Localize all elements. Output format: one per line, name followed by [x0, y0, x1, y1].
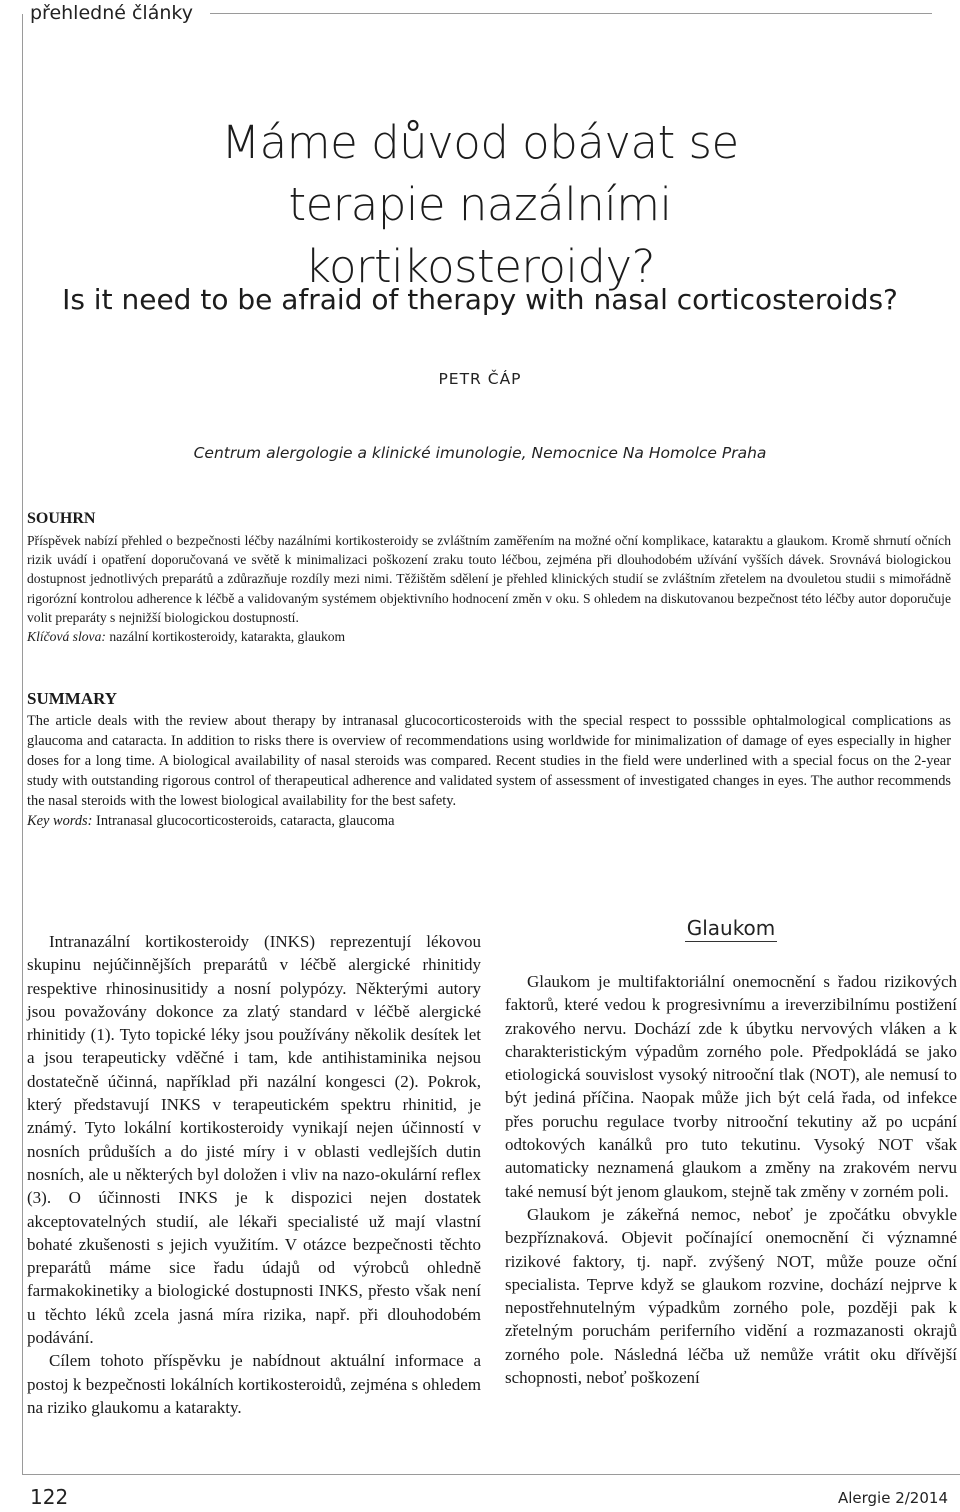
- keywords-czech: [27, 627, 951, 646]
- abstract-czech-heading: SOUHRN: [27, 510, 96, 527]
- body-paragraph: Cílem tohoto příspěvku je nabídnout aktuální informace a postoj k bezpečnosti lokálních kortikosteroidů, zejména s ohledem na riziko glaukomu a katarakty.: [27, 1351, 481, 1417]
- abstract-english: [27, 689, 951, 831]
- keywords-english-label: Key words:: [27, 813, 93, 829]
- keywords-czech-label: Klíčová slova:: [27, 629, 106, 645]
- body-paragraph: Intranazální kortikosteroidy (INKS) reprezentují lékovou skupinu nejúčinnějších preparátů v léčbě alergické rhinitidy respektive rhinosinusitidy a nosní polypózy. Některými autory jsou považovány dokonce za zlatý standard v léčbě alergické rhinitidy (1). Tyto topické léky jsou používány několik desítek let a jsou terapeuticky vděčné i tam, kde antihistaminika nejsou dostatečně účinná, například při nazální kongesci (2). Pokrok, který představují INKS v terapeutickém spektru rhinitid, je známý. Tyto lokální kortikosteroidy vynikají nejen účinností v nosních průduších a do jisté míry i v oblasti vedlejších dutin nosních, ale u některých byl doložen i vliv na nazo-okulární reflex (3). O účinnosti INKS je k dispozici nejen dostatek akceptovatelných studií, ale lékaři specialisté už mají vlastní bohaté zkušenosti s jejich využitím. V otázce bezpečnosti těchto preparátů máme sice řadu údajů od výrobců ohledně farmakokinetiky a biologické dostupnosti INKS, přesto však není u těchto léků zcela jasná míra rizika, např. při dlouhodobém podávání.: [27, 932, 481, 1348]
- keywords-english-values: Intranasal glucocorticosteroids, cataracta, glaucoma: [96, 813, 395, 829]
- footer-rule: [22, 1474, 960, 1475]
- body-column-left: [27, 930, 481, 1419]
- author-affiliation: Centrum alergologie a klinické imunologie, Nemocnice Na Homolce Praha: [193, 444, 767, 462]
- abstract-czech-text: Příspěvek nabízí přehled o bezpečnosti léčby nazálními kortikosteroidy se zvláštním zaměřením na možné oční komplikace, kataraktu a glaukom. Kromě shrnutí očních rizik uvádí i opatření doporučovaná ve světě k minimalizaci poškození zraku touto léčbou, zejména při dlouhodobém užívání vyšších dávek. Srovnává biologickou dostupnost jednotlivých preparátů a zdůrazňuje rozdíly mezi nimi. Těžištěm sdělení je přehled klinických studií se zvláštním zřetelem na dvouletou studii s mimořádně rigorózní kontrolou adherence k léčbě a validovaným systémem objektivního hodnocení změn v oku. S ohledem na diskutovanou bezpečnost této léčby autor doporučuje volit preparáty s nejnižší biologickou dostupností.: [27, 533, 951, 625]
- body-column-right: [505, 970, 957, 1389]
- body-paragraph: Glaukom je multifaktoriální onemocnění s řadou rizikových faktorů, které vedou k progresivnímu a ireverzibilnímu postižení zrakového nervu. Dochází zde k úbytku nervových vláken a k charakteristickým výpadům zorného pole. Předpokládá se jako etiologická souvislost vysoký nitrooční tlak (NOT), ale nemusí to být jediná příčina. Naopak může jich být celá řada, od infekce přes poruchu regulace tvorby nitrooční tekutiny až po ucpání odtokových kanálků pro tuto tekutinu. Vysoký NOT však automaticky neznamená glaukom a změny na zrakovém nervu také nemusí být jenom glaukom, stejně tak změny v zorném poli.: [505, 972, 957, 1201]
- article-subtitle: Is it need to be afraid of therapy with nasal corticosteroids?: [62, 283, 898, 316]
- abstract-english-heading: SUMMARY: [27, 689, 118, 708]
- section-label: přehledné články: [30, 0, 205, 26]
- page-number: 122: [30, 1485, 69, 1509]
- section-heading-glaukom: [505, 916, 957, 940]
- abstract-czech: [27, 509, 951, 646]
- header-rule: [210, 13, 932, 14]
- section-heading-text: Glaukom: [686, 916, 776, 940]
- journal-citation: Alergie 2/2014: [837, 1489, 948, 1507]
- keywords-czech-values: nazální kortikosteroidy, katarakta, glaukom: [109, 629, 346, 645]
- article-title: Máme důvod obávat se terapie nazálními kortikosteroidy?: [221, 116, 739, 293]
- abstract-english-text: The article deals with the review about therapy by intranasal glucocorticosteroids with the special respect to posssible ophtalmological complications as glaucoma and cataracta. In addition to risks there is overview of recommendations using worldwide for minimalization of damage of eyes especially in higher doses for a long time. A biological availability of nasal steroids was compared. Recent studies in the field were underlined with a special focus on the 2-year study with outstanding rigorous control of therapeutical adherence and validated system of assessment of investigated changes in eyes. The author recommends the nasal steroids with the lowest biological availability for the best safety.: [27, 713, 951, 809]
- body-paragraph: Glaukom je zákeřná nemoc, neboť je zpočátku obvykle bezpříznaková. Objevit počínající onemocnění či významné rizikové faktory, tj. např. zvýšený NOT, může pouze oční specialista. Teprve když se glaukom rozvine, dochází nejprve k nepostřehnutelným výpadkům zorného pole, později pak k zřetelným poruchám periferního vidění a rozmazanosti okrajů zorného pole. Následná léčba už nemůže vrátit oku dřívější schopnosti, neboť poškození: [505, 1204, 957, 1388]
- author-name: PETR ČÁP: [438, 370, 522, 388]
- keywords-english: [27, 811, 951, 831]
